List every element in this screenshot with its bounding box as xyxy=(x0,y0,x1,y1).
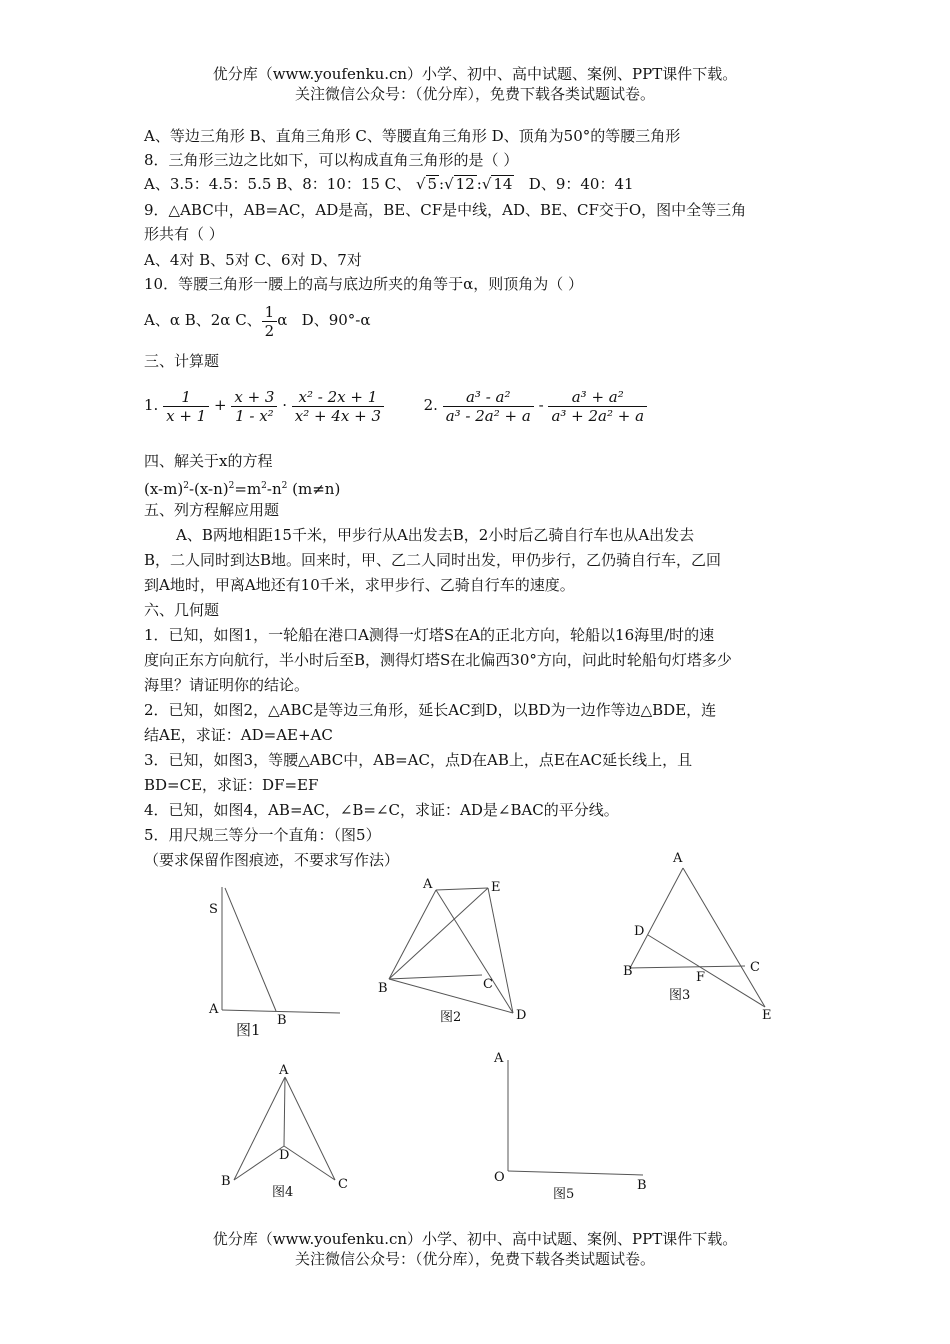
q8-stem: 8．三角形三边之比如下，可以构成直角三角形的是（ ） xyxy=(144,151,519,169)
fig2-line-eb xyxy=(389,888,488,979)
fig3-label-f: F xyxy=(696,970,706,985)
fig1-line-sb xyxy=(225,888,276,1011)
page-footer-line1: 优分库（www.youfenku.cn）小学、初中、高中试题、案例、PPT课件下载。 xyxy=(212,1230,738,1248)
fig3-label-a: A xyxy=(673,851,683,866)
fig2-label-e: E xyxy=(491,880,501,895)
fig4-line-ab xyxy=(234,1077,285,1180)
fig3-line-ab xyxy=(630,868,683,968)
fig4-label-c: C xyxy=(338,1177,348,1192)
section-6-title: 六、几何题 xyxy=(144,601,220,619)
fig3-line-de xyxy=(648,935,765,1007)
section-3-title: 三、计算题 xyxy=(144,352,220,370)
fig3-label-e: E xyxy=(762,1008,772,1023)
q9-line2: 形共有（ ） xyxy=(144,225,224,243)
geo-q5-note: （要求保留作图痕迹，不要求写作法） xyxy=(144,851,400,869)
fig4-line-cd xyxy=(284,1146,335,1180)
fig4-label-b: B xyxy=(221,1174,231,1189)
calc-problems: 1. $\frac{1}{x + 1}$ + $\frac{x + 3}{\text{1 - x²}}$ · $\frac{\text{x² - 2x + 1}}{\text{x² + 4x + 3}}$ 2. $\frac{\text{a³ - a²}}{\text{a³ - 2a² + a}}$ - $\frac{\text{a³ + a²}}{\text{a³ + 2a² + a}}$ xyxy=(144,383,814,427)
q9-line1: 9．△ABC中，AB=AC，AD是高，BE、CF是中线，AD、BE、CF交于O，图中全等三角 xyxy=(144,201,747,219)
sqrt-symbol: √ xyxy=(415,175,426,193)
geo-q2-line2: 结AE，求证：AD=AE+AC xyxy=(144,726,333,744)
fig4-line-bd xyxy=(234,1146,284,1180)
fig3-line-ae xyxy=(683,868,765,1007)
q7-options: A、等边三角形 B、直角三角形 C、等腰直角三角形 D、顶角为50°的等腰三角形 xyxy=(144,127,681,145)
fig4-line-ad xyxy=(284,1077,285,1146)
geo-q5: 5．用尺规三等分一个直角：（图5） xyxy=(144,826,381,844)
fig3-label-c: C xyxy=(750,960,760,975)
geo-q3-line2: BD=CE，求证：DF=EF xyxy=(144,776,319,794)
q9-options: A、4对 B、5对 C、6对 D、7对 xyxy=(144,251,362,269)
section-4-title: 四、解关于x的方程 xyxy=(144,452,273,470)
fig2-line-ed xyxy=(488,888,513,1013)
sqrt-symbol: √ xyxy=(444,175,454,193)
fraction-4: $\frac{\text{a³ - a²}}{\text{a³ - 2a² + a}}$ xyxy=(443,388,534,425)
geo-q3-line1: 3．已知，如图3，等腰△ABC中，AB=AC，点D在AB上，点E在AC延长线上，且 xyxy=(144,751,693,769)
fig4-caption: 图4 xyxy=(272,1185,294,1200)
fig1-caption: 图1 xyxy=(236,1021,261,1039)
fig4-line-ac xyxy=(285,1077,335,1180)
fig3-caption: 图3 xyxy=(669,988,691,1003)
q8-options: A、3.5：4.5：5.5 B、8：10：15 C、 √ 5 :√ 12 :√ 14 D、9：40：41 xyxy=(144,175,634,193)
sqrt-symbol: √ xyxy=(481,175,492,193)
fraction-1: $\frac{1}{x + 1}$ xyxy=(163,388,209,425)
fraction-2: $\frac{x + 3}{\text{1 - x²}}$ xyxy=(231,388,277,425)
fig5-label-b: B xyxy=(637,1178,647,1193)
fig4-label-d: D xyxy=(279,1148,290,1163)
fig3-label-b: B xyxy=(623,964,633,979)
fig4-label-a: A xyxy=(279,1063,289,1078)
section-5-line3: 到A地时，甲离A地还有10千米，求甲步行、乙骑自行车的速度。 xyxy=(144,576,575,594)
fig1-label-a: A xyxy=(209,1002,219,1017)
page-footer-line2: 关注微信公众号：（优分库），免费下载各类试题试卷。 xyxy=(294,1250,655,1268)
section-5-line2: B，二人同时到达B地。回来时，甲、乙二人同时出发，甲仍步行，乙仍骑自行车，乙回 xyxy=(144,551,722,569)
fig3-label-d: D xyxy=(634,924,645,939)
fig3-line-bc xyxy=(630,966,745,968)
section-5-line1: A、B两地相距15千米，甲步行从A出发去B，2小时后乙骑自行车也从A出发去 xyxy=(176,526,695,544)
fig5-line-ob xyxy=(508,1171,643,1175)
fig2-label-b: B xyxy=(378,981,388,996)
fig2-line-ab xyxy=(389,890,436,979)
section-5-title: 五、列方程解应用题 xyxy=(144,501,280,519)
fig2-label-d: D xyxy=(516,1008,527,1023)
fig5-caption: 图5 xyxy=(553,1187,575,1202)
geo-q4: 4．已知，如图4，AB=AC，∠B=∠C，求证：AD是∠BAC的平分线。 xyxy=(144,801,619,819)
geo-q2-line1: 2．已知，如图2，△ABC是等边三角形，延长AC到D，以BD为一边作等边△BDE，连 xyxy=(144,701,717,719)
fig2-label-a: A xyxy=(423,877,433,892)
fig5-label-o: O xyxy=(494,1170,505,1185)
page-header-line2: 关注微信公众号：（优分库），免费下载各类试题试卷。 xyxy=(294,85,655,103)
geo-q1-line2: 度向正东方向航行，半小时后至B，测得灯塔S在北偏西30°方向，问此时轮船句灯塔多少 xyxy=(144,651,732,669)
fig1-label-s: S xyxy=(209,902,218,917)
fig2-label-c: C xyxy=(483,977,493,992)
fig1-label-b: B xyxy=(277,1013,287,1028)
q10-stem: 10．等腰三角形一腰上的高与底边所夹的角等于α，则顶角为（ ） xyxy=(144,275,583,293)
fraction-5: $\frac{\text{a³ + a²}}{\text{a³ + 2a² + a}}$ xyxy=(548,388,647,425)
half-fraction: $\frac{1}{2}$ xyxy=(262,303,278,340)
fig2-line-ae xyxy=(436,888,488,890)
fig2-line-bc xyxy=(389,975,482,979)
page-header-line1: 优分库（www.youfenku.cn）小学、初中、高中试题、案例、PPT课件下载。 xyxy=(212,65,738,83)
geo-q1-line3: 海里？请证明你的结论。 xyxy=(144,676,310,694)
geo-q1-line1: 1．已知，如图1，一轮船在港口A测得一灯塔S在A的正北方向，轮船以16海里/时的速 xyxy=(144,626,715,644)
fig2-caption: 图2 xyxy=(440,1010,462,1025)
fig5-label-a: A xyxy=(494,1051,504,1066)
q10-options: A、α B、2α C、 $\frac{1}{2}$ α D、90°-α xyxy=(144,302,371,340)
fraction-3: $\frac{\text{x² - 2x + 1}}{\text{x² + 4x + 3}}$ xyxy=(292,388,384,425)
section-4-equation: $(x-m)^2-(x-n)^2=m^2-n^2$ (m≠n) xyxy=(144,480,341,498)
